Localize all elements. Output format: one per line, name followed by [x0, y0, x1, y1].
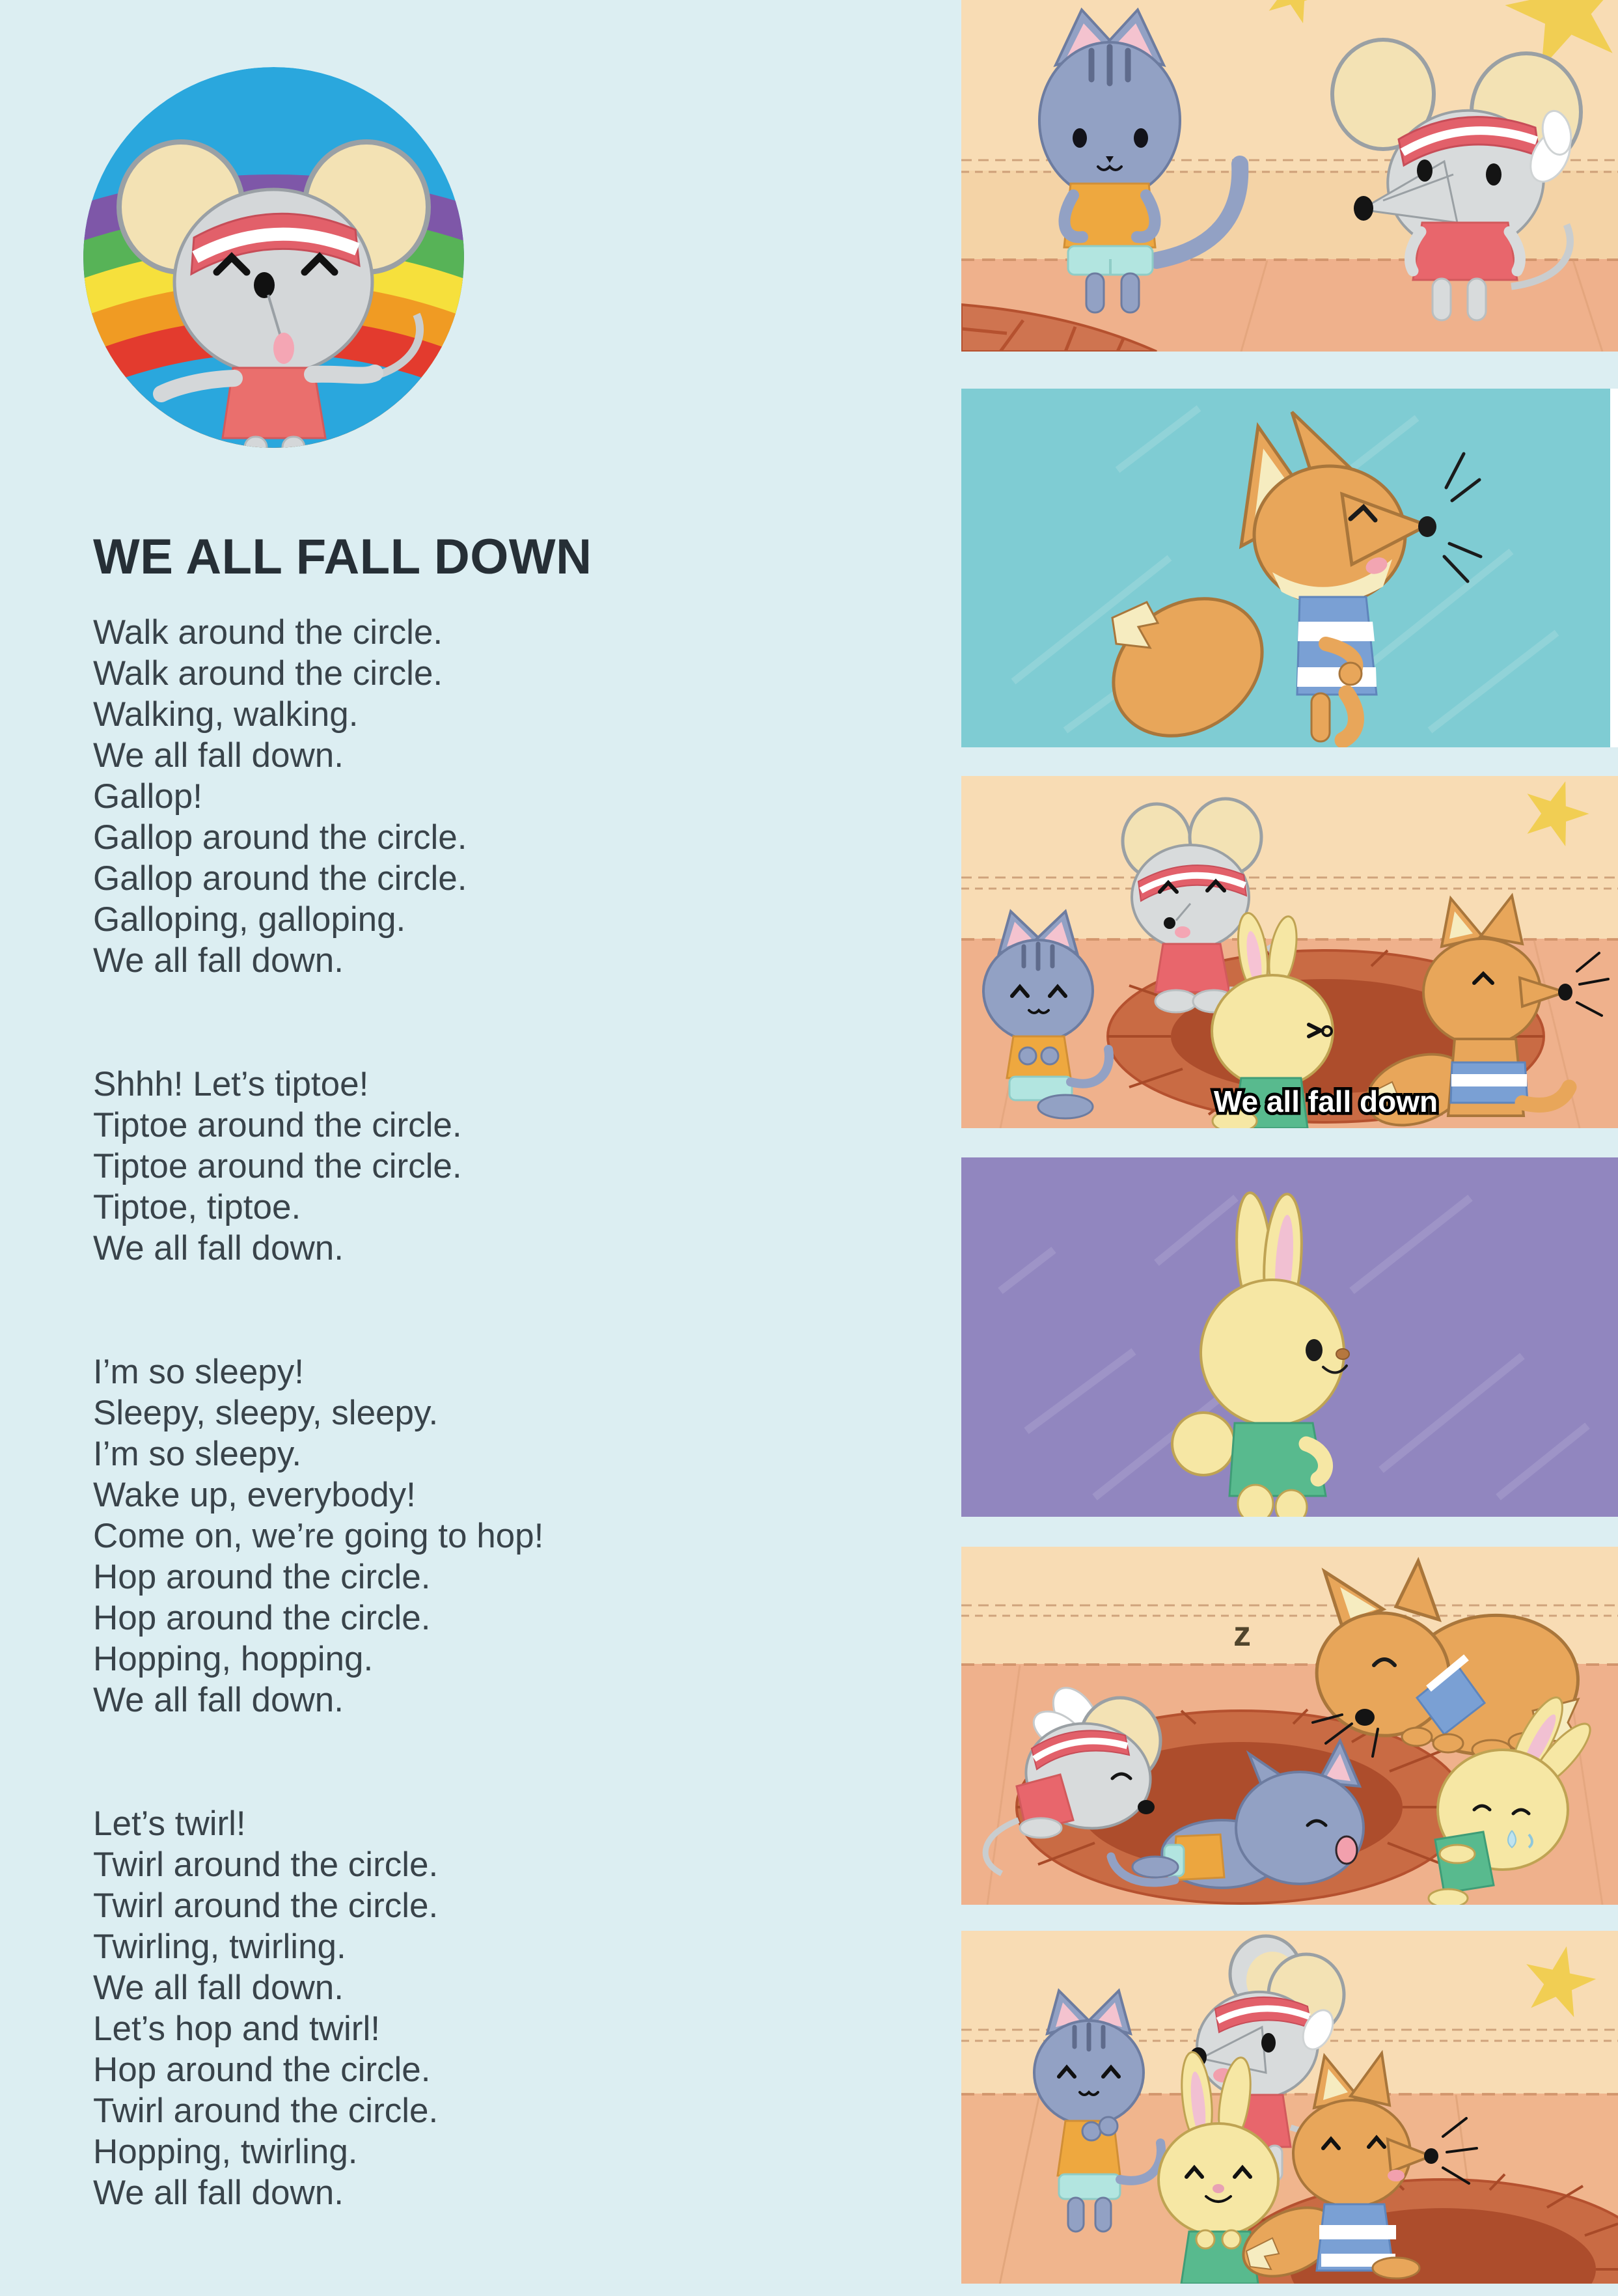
lyric-line: Hopping, twirling.: [93, 2133, 358, 2171]
lyric-line: Tiptoe around the circle.: [93, 1106, 462, 1144]
stanza-2: [93, 1064, 926, 1269]
lyric-line: Tiptoe around the circle.: [93, 1147, 462, 1185]
lyric-line: Walk around the circle.: [93, 613, 443, 652]
lyric-line: Hop around the circle.: [93, 1599, 431, 1637]
lyric-line: We all fall down.: [93, 1229, 344, 1267]
mouse-rainbow-badge: [83, 67, 464, 448]
lyric-line: Gallop around the circle.: [93, 818, 467, 857]
lyric-line: Wake up, everybody!: [93, 1476, 416, 1514]
video-still-rabbit: [961, 1157, 1618, 1517]
lyric-line: Shhh! Let’s tiptoe!: [93, 1065, 369, 1103]
video-still-hop-twirl: [961, 1931, 1618, 2284]
video-still-cat-and-mouse: [961, 0, 1618, 352]
stanza-1: [93, 612, 926, 981]
lyric-line: We all fall down.: [93, 736, 344, 775]
lyrics-column: [93, 529, 926, 2296]
page-title: WE ALL FALL DOWN: [93, 529, 592, 585]
lyric-line: Hop around the circle.: [93, 2051, 431, 2089]
lyric-line: Hopping, hopping.: [93, 1640, 374, 1678]
lyric-line: Twirl around the circle.: [93, 1846, 439, 1884]
sleep-z-text: z: [1233, 1614, 1251, 1653]
lyric-line: Hop around the circle.: [93, 1558, 431, 1596]
lyric-line: We all fall down.: [93, 1681, 344, 1719]
lyric-line: Let’s hop and twirl!: [93, 2010, 380, 2048]
subtitle: We all fall down: [1213, 1085, 1438, 1118]
lyric-line: Come on, we’re going to hop!: [93, 1517, 544, 1555]
badge-illustration: [83, 67, 464, 448]
video-still-around-rug: [961, 776, 1618, 1128]
lyric-line: Galloping, galloping.: [93, 900, 406, 939]
lyric-line: Gallop around the circle.: [93, 859, 467, 898]
lyric-line: Let’s twirl!: [93, 1805, 246, 1843]
lyric-line: We all fall down.: [93, 2174, 344, 2212]
lyric-line: Walk around the circle.: [93, 654, 443, 693]
lyric-line: Walking, walking.: [93, 695, 359, 734]
lyric-line: Sleepy, sleepy, sleepy.: [93, 1394, 439, 1432]
lyric-line: I’m so sleepy.: [93, 1435, 302, 1473]
lyric-line: Tiptoe, tiptoe.: [93, 1188, 301, 1226]
stanza-3: [93, 1351, 926, 1721]
lyric-line: We all fall down.: [93, 1969, 344, 2007]
video-still-fox: [961, 389, 1618, 747]
lyric-line: Twirl around the circle.: [93, 1887, 439, 1925]
lyric-line: We all fall down.: [93, 941, 344, 980]
stanza-4: [93, 1803, 926, 2213]
lyric-line: I’m so sleepy!: [93, 1353, 305, 1391]
lyric-line: Twirl around the circle.: [93, 2092, 439, 2130]
lyric-line: Gallop!: [93, 777, 202, 816]
lyric-line: Twirling, twirling.: [93, 1928, 346, 1966]
video-still-sleeping: [961, 1547, 1618, 1905]
